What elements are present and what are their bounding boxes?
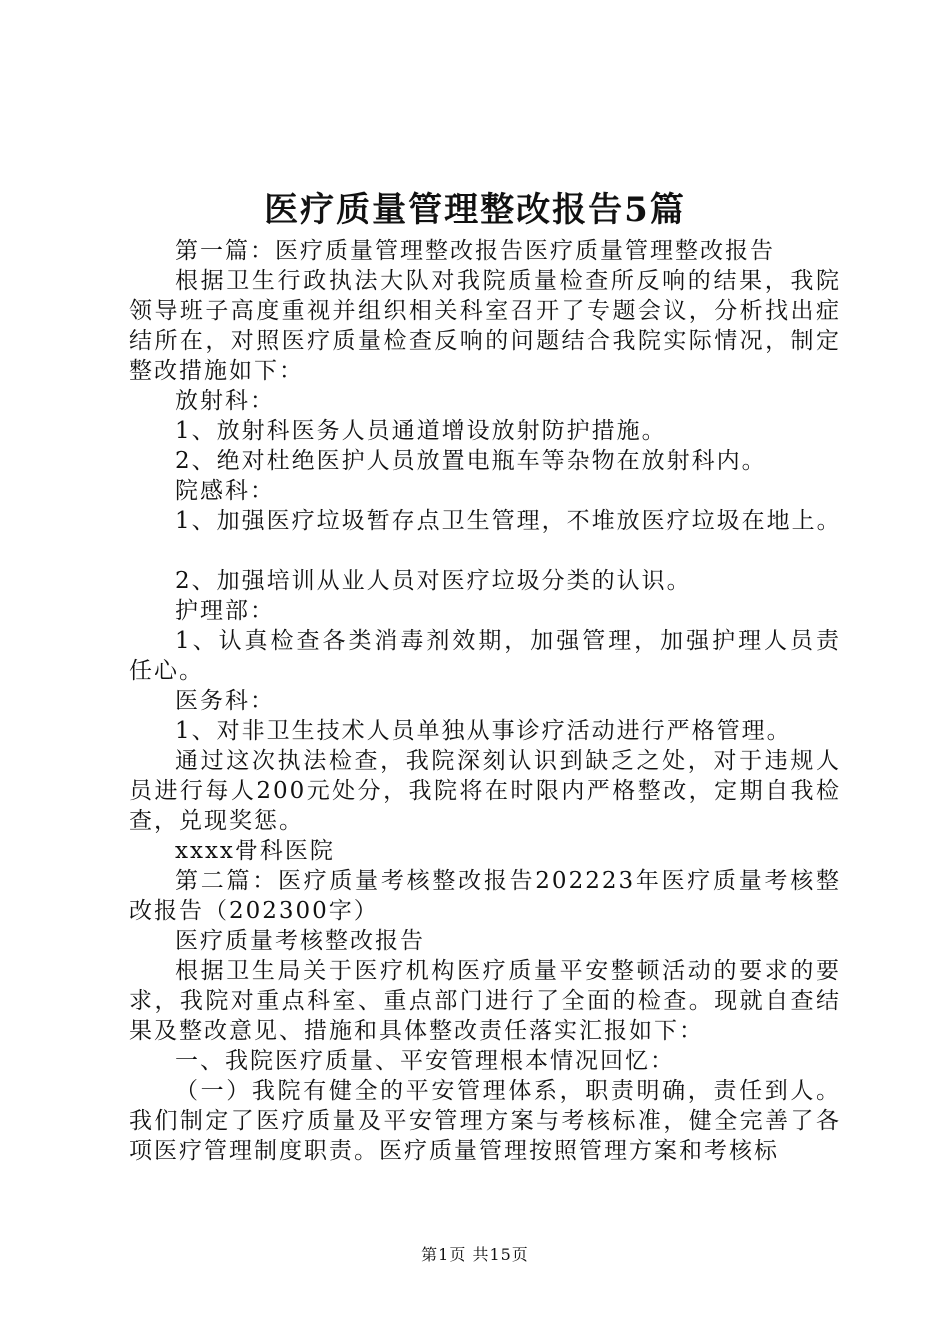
paragraph-medical-affairs-heading: 医务科： [175,688,275,714]
paragraph-conclusion: 通过这次执法检查，我院深刻认识到缺乏之处，对于违规人员进行每人200元处分，我院将在时限内严格整改，定期自我检查，兑现奖惩。 [129,748,841,834]
document-title: 医疗质量管理整改报告5篇 [264,190,686,230]
paragraph-radiology-item-2: 2、绝对杜绝医护人员放置电瓶车等杂物在放射科内。 [175,448,767,474]
paragraph-section-1-heading: 一、我院医疗质量、平安管理根本情况回忆： [175,1048,675,1074]
paragraph-intro: 根据卫生行政执法大队对我院质量检查所反响的结果，我院领导班子高度重视并组织相关科室召开了专题会议，分析找出症结所在，对照医疗质量检查反响的问题结合我院实际情况，制定整改措施如下： [129,268,841,384]
paragraph-part2-heading: 第二篇：医疗质量考核整改报告202223年医疗质量考核整改报告（202300字） [129,868,841,924]
paragraph-radiology-heading: 放射科： [175,388,275,414]
paragraph-part1-heading: 第一篇：医疗质量管理整改报告医疗质量管理整改报告 [175,238,775,264]
paragraph-part2-intro: 根据卫生局关于医疗机构医疗质量平安整顿活动的要求的要求，我院对重点科室、重点部门进行了全面的检查。现就自查结果及整改意见、措施和具体整改责任落实汇报如下： [129,958,841,1044]
paragraph-infection-heading: 院感科： [175,478,275,504]
paragraph-section-1-item-1: （一）我院有健全的平安管理体系，职责明确，责任到人。我们制定了医疗质量及平安管理方案与考核标准，健全完善了各项医疗管理制度职责。医疗质量管理按照管理方案和考核标 [129,1078,841,1164]
document-body [129,236,841,1166]
paragraph-medical-affairs-item-1: 1、对非卫生技术人员单独从事诊疗活动进行严格管理。 [175,718,792,744]
paragraph-radiology-item-1: 1、放射科医务人员通道增设放射防护措施。 [175,418,667,444]
paragraph-part2-title: 医疗质量考核整改报告 [175,928,425,954]
paragraph-infection-item-1: 1、加强医疗垃圾暂存点卫生管理，不堆放医疗垃圾在地上。 [175,508,842,534]
paragraph-infection-item-2: 2、加强培训从业人员对医疗垃圾分类的认识。 [175,568,692,594]
paragraph-nursing-heading: 护理部： [175,598,275,624]
paragraph-signature: xxxx骨科医院 [175,838,335,864]
page-number-footer: 第1页 共15页 [421,1245,529,1264]
paragraph-nursing-item-1: 1、认真检查各类消毒剂效期，加强管理，加强护理人员责任心。 [129,628,841,684]
